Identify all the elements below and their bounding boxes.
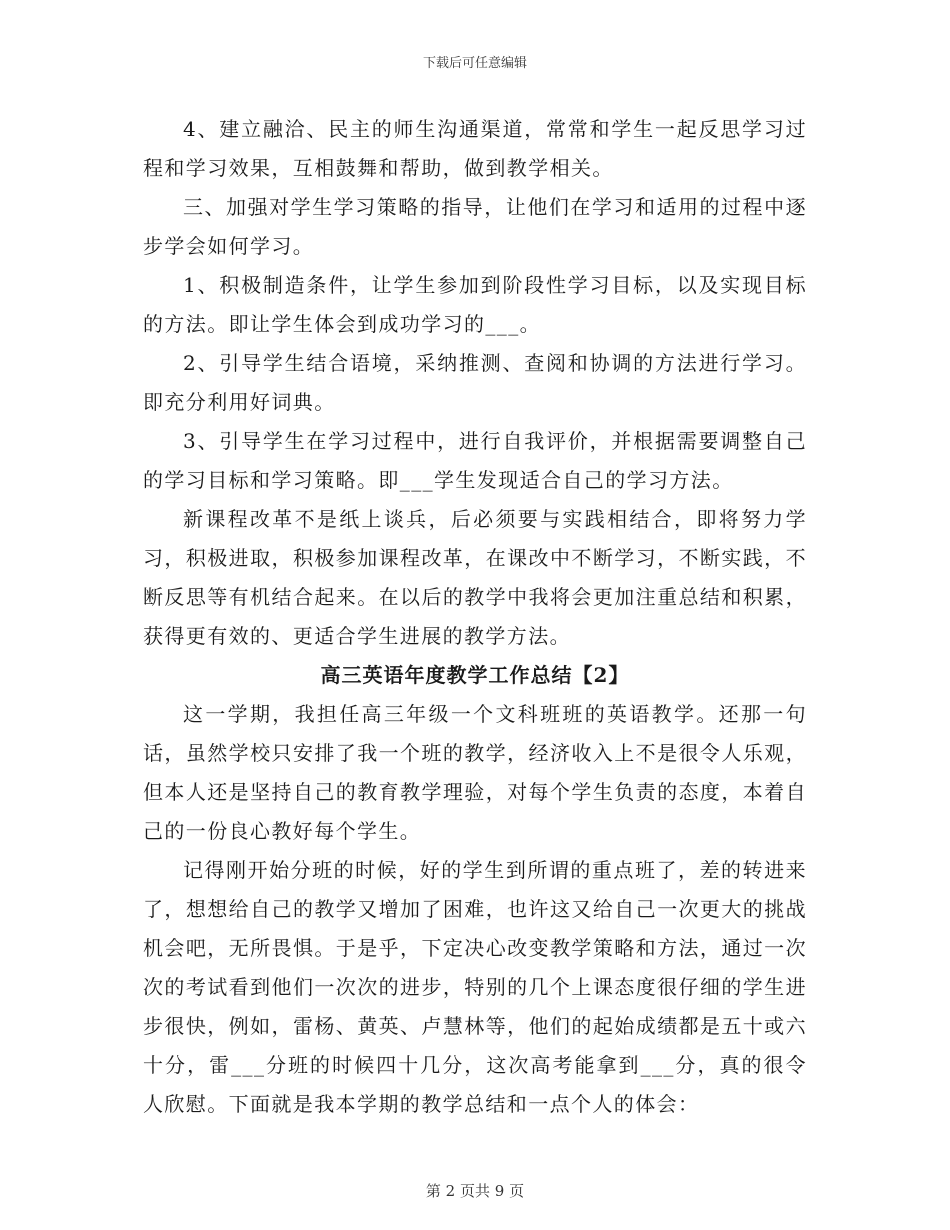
paragraph: 3、引导学生在学习过程中，进行自我评价，并根据需要调整自己的学习目标和学习策略。即___学生发现适合自己的学习方法。	[143, 429, 807, 492]
page-header: 下载后可任意编辑	[422, 56, 527, 71]
paragraph: 记得刚开始分班的时候，好的学生到所谓的重点班了，差的转进来了，想想给自己的教学又增加了困难，也许这又给自己一次更大的挑战机会吧，无所畏惧。于是乎，下定决心改变教学策略和方法，通过一次次的考试看到他们一次次的进步，特别的几个上课态度很仔细的学生进步很快，例如，雷杨、黄英、卢慧林等，他们的起始成绩都是五十或六十分，雷___分班的时候四十几分，这次高考能拿到___分，真的很令人欣慰。下面就是我本学期的教学总结和一点个人的体会：	[143, 858, 807, 1116]
document-body	[143, 110, 807, 1124]
section-title: 高三英语年度教学工作总结【2】	[320, 663, 630, 687]
paragraph: 4、建立融洽、民主的师生沟通渠道，常常和学生一起反思学习过程和学习效果，互相鼓舞和帮助，做到教学相关。	[143, 117, 807, 180]
paragraph: 2、引导学生结合语境，采纳推测、查阅和协调的方法进行学习。即充分利用好词典。	[143, 351, 807, 414]
paragraph: 三、加强对学生学习策略的指导，让他们在学习和适用的过程中逐步学会如何学习。	[143, 195, 807, 258]
paragraph: 新课程改革不是纸上谈兵，后必须要与实践相结合，即将努力学习，积极进取，积极参加课程改革，在课改中不断学习，不断实践，不断反思等有机结合起来。在以后的教学中我将会更加注重总结和积累，获得更有效的、更适合学生进展的教学方法。	[143, 507, 807, 648]
paragraph: 1、积极制造条件，让学生参加到阶段性学习目标，以及实现目标的方法。即让学生体会到成功学习的___。	[143, 273, 807, 336]
page-number: 第 2 页共 9 页	[425, 1182, 525, 1200]
paragraph: 这一学期，我担任高三年级一个文科班班的英语教学。还那一句话，虽然学校只安排了我一个班的教学，经济收入上不是很令人乐观，但本人还是坚持自己的教育教学理验，对每个学生负责的态度，本着自己的一份良心教好每个学生。	[143, 702, 807, 843]
